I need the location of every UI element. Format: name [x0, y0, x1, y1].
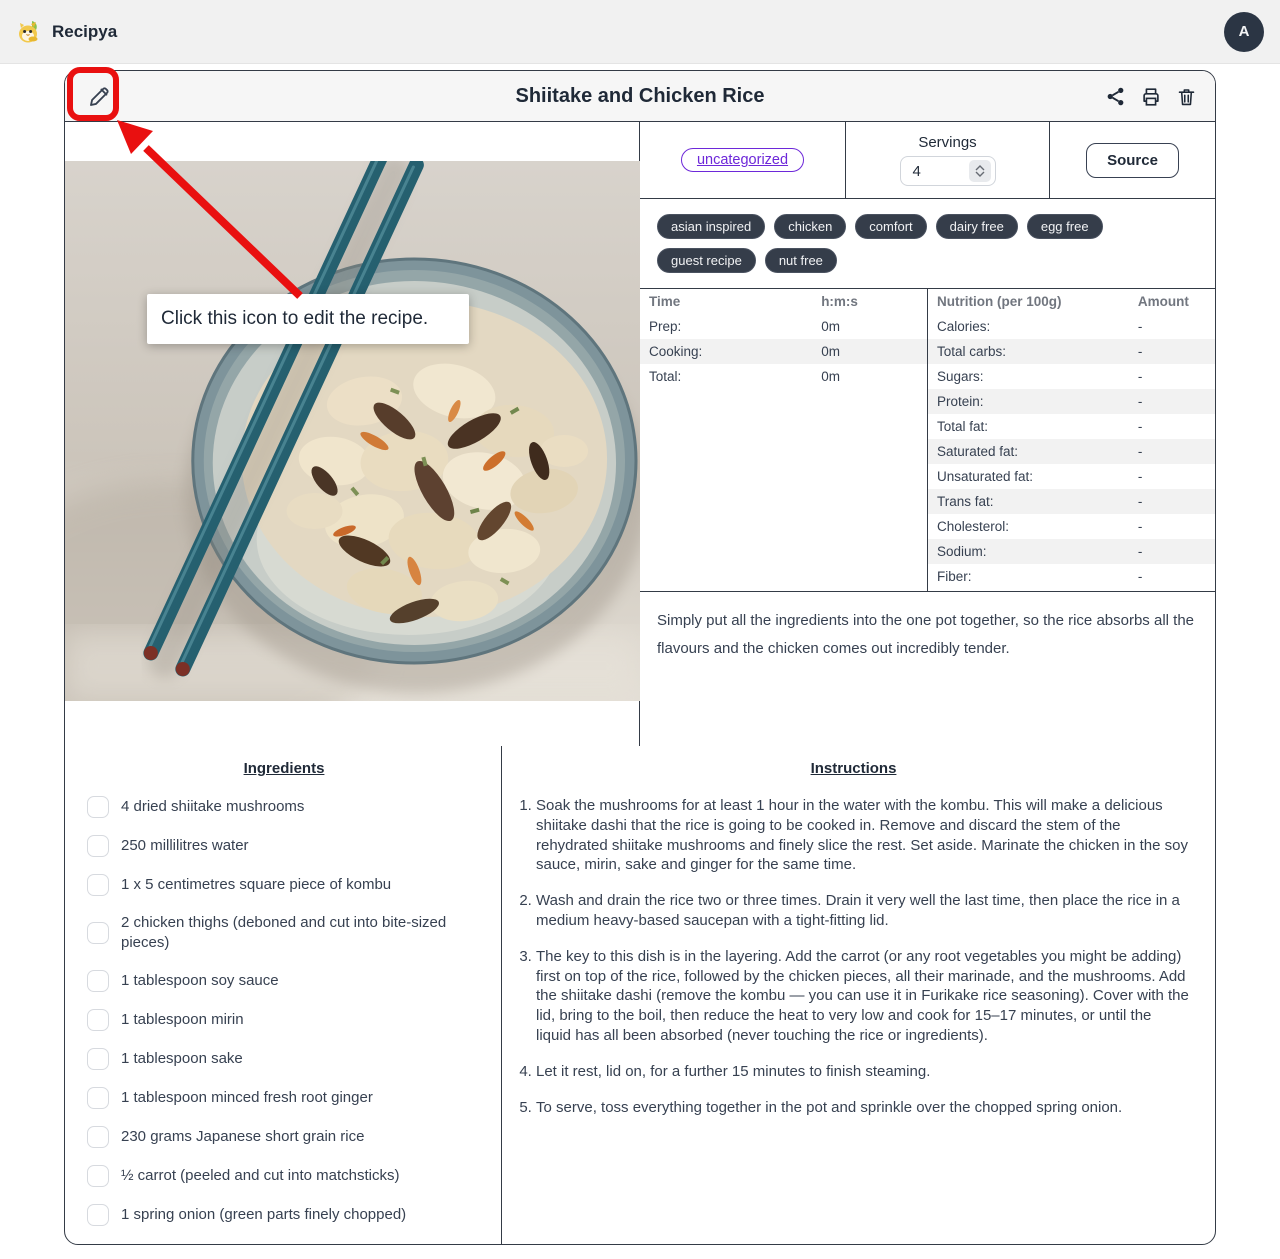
ingredient-text: 1 tablespoon soy sauce — [121, 972, 279, 989]
tag-pill: dairy free — [936, 214, 1018, 239]
share-icon — [1105, 86, 1126, 107]
nutrition-row — [928, 314, 1215, 339]
instruction-step: 5. To serve, toss everything together in the pot and sprinkle over the chopped spring onion. — [536, 1098, 1189, 1118]
nutrition-row — [928, 439, 1215, 464]
ingredient-checkbox[interactable] — [87, 1048, 109, 1070]
instruction-step: 2. Wash and drain the rice two or three times. Drain it very well the last time, then place the rice in a medium heavy-based saucepan with a tight-fitting lid. — [536, 891, 1189, 931]
info-column — [640, 122, 1215, 746]
row-value: 0m — [821, 369, 840, 384]
servings-cell — [846, 122, 1050, 198]
instruction-step: 3. The key to this dish is in the layering. Add the carrot (or any root vegetables you might be adding) first on top of the rice, followed by the chicken pieces, all their marinade, and the mushrooms. Add the shiitake dashi (remove the kombu — you can use it in Furikake rice seasoning). Cover with the lid, bring to the boil, then reduce the heat to very low and cook for 15–17 minutes, or until the liquid has all been absorbed (never touching the rice or ingredients). — [536, 947, 1189, 1046]
recipe-card — [64, 70, 1216, 1245]
nutrition-table — [928, 289, 1215, 591]
tag-pill: egg free — [1027, 214, 1103, 239]
category-badge[interactable]: uncategorized — [681, 148, 804, 172]
recipe-title: Shiitake and Chicken Rice — [515, 84, 765, 107]
ingredient-checkbox[interactable] — [87, 1087, 109, 1109]
time-row — [640, 314, 927, 339]
column-header: Time — [649, 294, 681, 309]
nutrition-row — [928, 339, 1215, 364]
ingredient-checkbox[interactable] — [87, 1204, 109, 1226]
recipe-titlebar — [65, 71, 1215, 122]
column-header: Nutrition (per 100g) — [937, 294, 1062, 309]
tag-pill: nut free — [765, 248, 837, 273]
ingredient-checkbox[interactable] — [87, 970, 109, 992]
nutrition-row — [928, 464, 1215, 489]
ingredient-text: 1 tablespoon minced fresh root ginger — [121, 1089, 373, 1106]
pencil-icon — [86, 84, 112, 110]
tags-row — [640, 199, 1215, 289]
ingredients-panel — [65, 746, 502, 1245]
ingredient-checkbox[interactable] — [87, 1009, 109, 1031]
servings-label: Servings — [918, 134, 977, 151]
user-avatar[interactable]: A — [1224, 12, 1264, 52]
row-value: - — [1137, 544, 1143, 559]
row-value: - — [1137, 569, 1143, 584]
time-row — [640, 364, 927, 389]
ingredient-item — [87, 796, 481, 818]
nutrition-row — [928, 414, 1215, 439]
nutrition-row — [928, 564, 1215, 589]
servings-stepper[interactable] — [969, 160, 991, 182]
ingredient-item — [87, 1009, 481, 1031]
row-value: - — [1137, 344, 1143, 359]
row-label: Total carbs: — [937, 344, 1007, 359]
meta-row — [640, 122, 1215, 199]
ingredient-text: 1 x 5 centimetres square piece of kombu — [121, 876, 392, 893]
tag-pill: guest recipe — [657, 248, 756, 273]
row-label: Sugars: — [937, 369, 984, 384]
row-value: 0m — [821, 319, 840, 334]
tag-pill: asian inspired — [657, 214, 765, 239]
column-header: Amount — [1137, 294, 1189, 309]
nutrition-row — [928, 389, 1215, 414]
row-label: Prep: — [649, 319, 682, 334]
row-label: Unsaturated fat: — [937, 469, 1034, 484]
ingredient-text: ½ carrot (peeled and cut into matchsticks) — [121, 1167, 400, 1184]
row-label: Calories: — [937, 319, 991, 334]
annotation-tooltip: Click this icon to edit the recipe. — [147, 294, 469, 344]
nutrition-row — [928, 364, 1215, 389]
tag-pill: chicken — [774, 214, 846, 239]
row-label: Total: — [649, 369, 682, 384]
row-label: Trans fat: — [937, 494, 994, 509]
ingredient-item — [87, 1087, 481, 1109]
titlebar-actions — [1105, 71, 1197, 122]
row-value: - — [1137, 419, 1143, 434]
instructions-list — [518, 796, 1189, 1117]
ingredient-text: 1 spring onion (green parts finely chopped) — [121, 1206, 407, 1223]
row-label: Fiber: — [937, 569, 972, 584]
row-value: - — [1137, 319, 1143, 334]
recipe-description: Simply put all the ingredients into the one pot together, so the rice absorbs all the flavours and the chicken comes out incredibly tender. — [657, 612, 1194, 657]
ingredient-item — [87, 835, 481, 857]
photo-column — [65, 122, 640, 746]
source-button[interactable]: Source — [1086, 143, 1179, 178]
ingredient-checkbox[interactable] — [87, 1126, 109, 1148]
share-button[interactable] — [1105, 86, 1126, 107]
row-value: - — [1137, 494, 1143, 509]
ingredients-list — [87, 796, 481, 1226]
ingredient-text: 2 chicken thighs (deboned and cut into bite-sized pieces) — [121, 914, 447, 951]
ingredient-item — [87, 913, 481, 953]
ingredient-text: 250 millilitres water — [121, 837, 249, 854]
ingredient-checkbox[interactable] — [87, 835, 109, 857]
description-section — [640, 592, 1215, 746]
ingredient-checkbox[interactable] — [87, 796, 109, 818]
time-row — [640, 339, 927, 364]
instruction-step: 4. Let it rest, lid on, for a further 15 minutes to finish steaming. — [536, 1062, 1189, 1082]
nutrition-row — [928, 539, 1215, 564]
nutrition-row — [928, 514, 1215, 539]
ingredient-text: 1 tablespoon sake — [121, 1050, 243, 1067]
row-label: Sodium: — [937, 544, 987, 559]
trash-icon — [1176, 86, 1197, 108]
recipya-mascot-logo — [16, 19, 42, 45]
tag-pill: comfort — [855, 214, 926, 239]
row-label: Saturated fat: — [937, 444, 1019, 459]
ingredients-title: Ingredients — [243, 760, 325, 777]
servings-input[interactable] — [900, 156, 996, 186]
ingredient-item — [87, 1165, 481, 1187]
ingredient-checkbox[interactable] — [87, 922, 109, 944]
row-label: Cholesterol: — [937, 519, 1010, 534]
nutrition-row — [928, 489, 1215, 514]
column-header: h:m:s — [821, 294, 858, 309]
ingredient-item — [87, 970, 481, 992]
ingredient-item — [87, 1048, 481, 1070]
ingredient-checkbox[interactable] — [87, 874, 109, 896]
ingredient-text: 4 dried shiitake mushrooms — [121, 798, 305, 815]
time-table — [640, 289, 928, 591]
instructions-panel — [502, 746, 1215, 1245]
edit-recipe-button[interactable] — [82, 80, 116, 114]
ingredient-item — [87, 1126, 481, 1148]
delete-button[interactable] — [1176, 86, 1197, 108]
ingredient-text: 230 grams Japanese short grain rice — [121, 1128, 365, 1145]
tables-row — [640, 289, 1215, 592]
recipe-photo — [65, 161, 640, 701]
row-value: - — [1137, 469, 1143, 484]
printer-icon — [1140, 86, 1162, 108]
row-value: - — [1137, 519, 1143, 534]
row-value: - — [1137, 394, 1143, 409]
instructions-title: Instructions — [810, 760, 897, 777]
row-value: - — [1137, 369, 1143, 384]
instruction-step: 1. Soak the mushrooms for at least 1 hour in the water with the kombu. This will make a delicious shiitake dashi that the rice is going to be cooked in. Remove and discard the stem of the rehydrated shiitake mushrooms and finely slice the rest. Set aside. Marinate the chicken in the soy sauce, mirin, sake and ginger for the same time. — [536, 796, 1189, 875]
recipe-top-section — [65, 122, 1215, 746]
row-value: - — [1137, 444, 1143, 459]
source-cell — [1050, 122, 1215, 198]
row-value: 0m — [821, 344, 840, 359]
row-label: Cooking: — [649, 344, 703, 359]
ingredient-item — [87, 874, 481, 896]
ingredient-checkbox[interactable] — [87, 1165, 109, 1187]
print-button[interactable] — [1140, 86, 1162, 108]
ingredient-item — [87, 1204, 481, 1226]
time-row-header — [640, 289, 927, 314]
home-link[interactable] — [16, 19, 117, 45]
servings-value: 4 — [912, 162, 921, 180]
app-header — [0, 0, 1280, 64]
row-label: Protein: — [937, 394, 984, 409]
recipe-bottom-section — [65, 746, 1215, 1245]
category-cell — [640, 122, 846, 198]
app-title: Recipya — [52, 21, 118, 41]
nutrition-row-header — [928, 289, 1215, 314]
ingredient-text: 1 tablespoon mirin — [121, 1011, 244, 1028]
chevron-down-icon — [975, 171, 985, 177]
row-label: Total fat: — [937, 419, 989, 434]
